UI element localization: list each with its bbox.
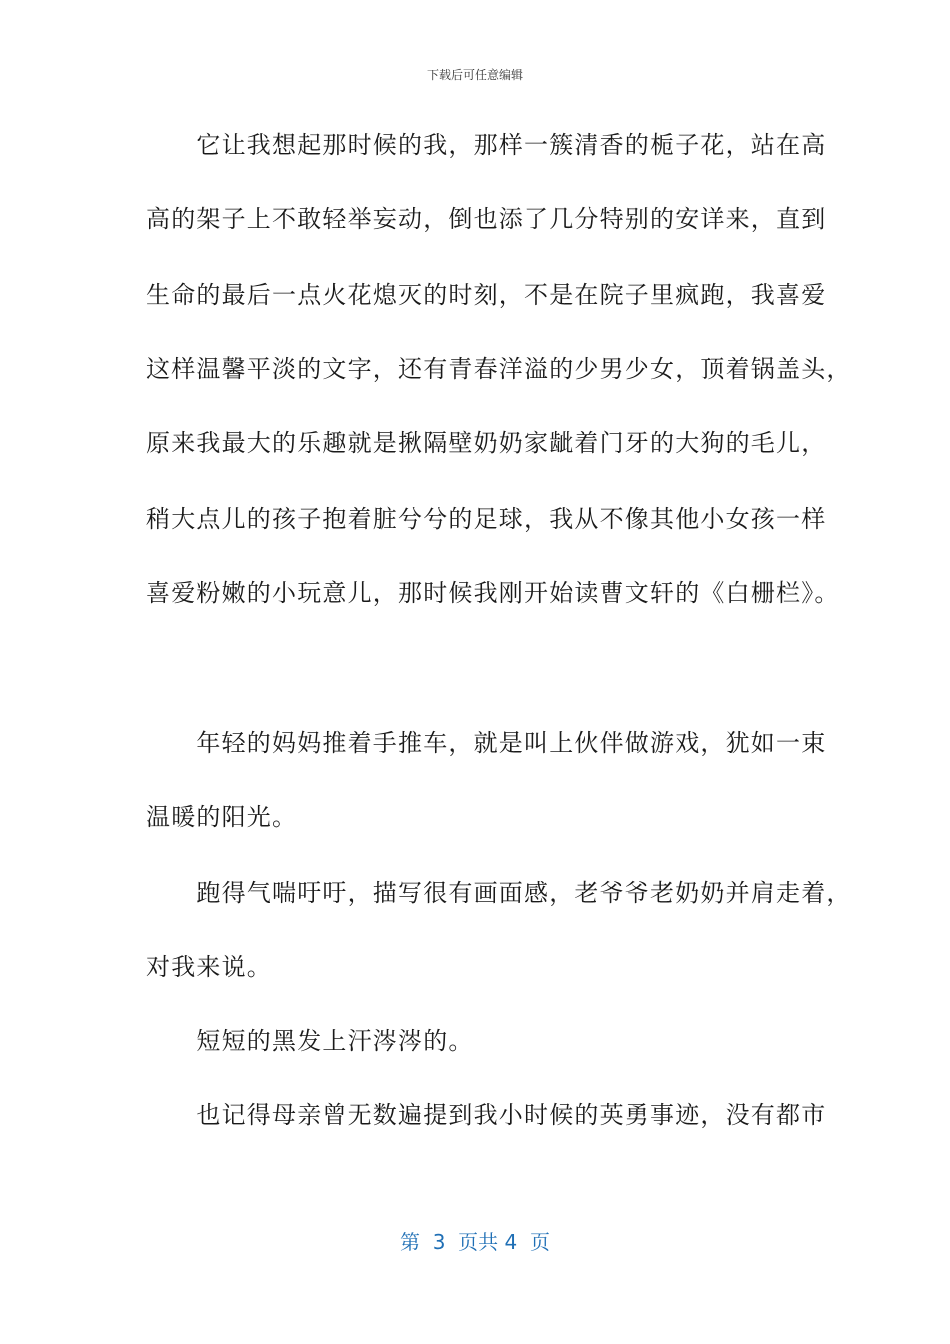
text-line: 跑得气喘吁吁，描写很有画面感，老爷爷老奶奶并肩走着， <box>146 879 852 907</box>
text-line: 稍大点儿的孩子抱着脏兮兮的足球，我从不像其他小女孩一样 <box>146 505 827 533</box>
text-line: 温暖的阳光。 <box>146 803 298 831</box>
text-line: 原来我最大的乐趣就是揪隔壁奶奶家龇着门牙的大狗的毛儿， <box>146 429 827 457</box>
text-line: 年轻的妈妈推着手推车，就是叫上伙伴做游戏，犹如一束 <box>146 729 827 757</box>
page-number-footer: 第 3 页共 4 页 <box>400 1230 550 1254</box>
text-line: 它让我想起那时候的我，那样一簇清香的栀子花，站在高 <box>146 131 827 159</box>
text-line: 也记得母亲曾无数遍提到我小时候的英勇事迹，没有都市 <box>146 1101 827 1129</box>
text-line: 生命的最后一点火花熄灭的时刻，不是在院子里疯跑，我喜爱 <box>146 281 827 309</box>
text-line: 高的架子上不敢轻举妄动，倒也添了几分特别的安详来，直到 <box>146 205 827 233</box>
text-line: 喜爱粉嫩的小玩意儿，那时候我刚开始读曹文轩的《白栅栏》。 <box>146 579 840 607</box>
text-line: 这样温馨平淡的文字，还有青春洋溢的少男少女，顶着锅盖头， <box>146 355 852 383</box>
text-line: 短短的黑发上汗涔涔的。 <box>146 1027 474 1055</box>
page-header-note: 下载后可任意编辑 <box>426 68 523 82</box>
text-line: 对我来说。 <box>146 953 272 981</box>
